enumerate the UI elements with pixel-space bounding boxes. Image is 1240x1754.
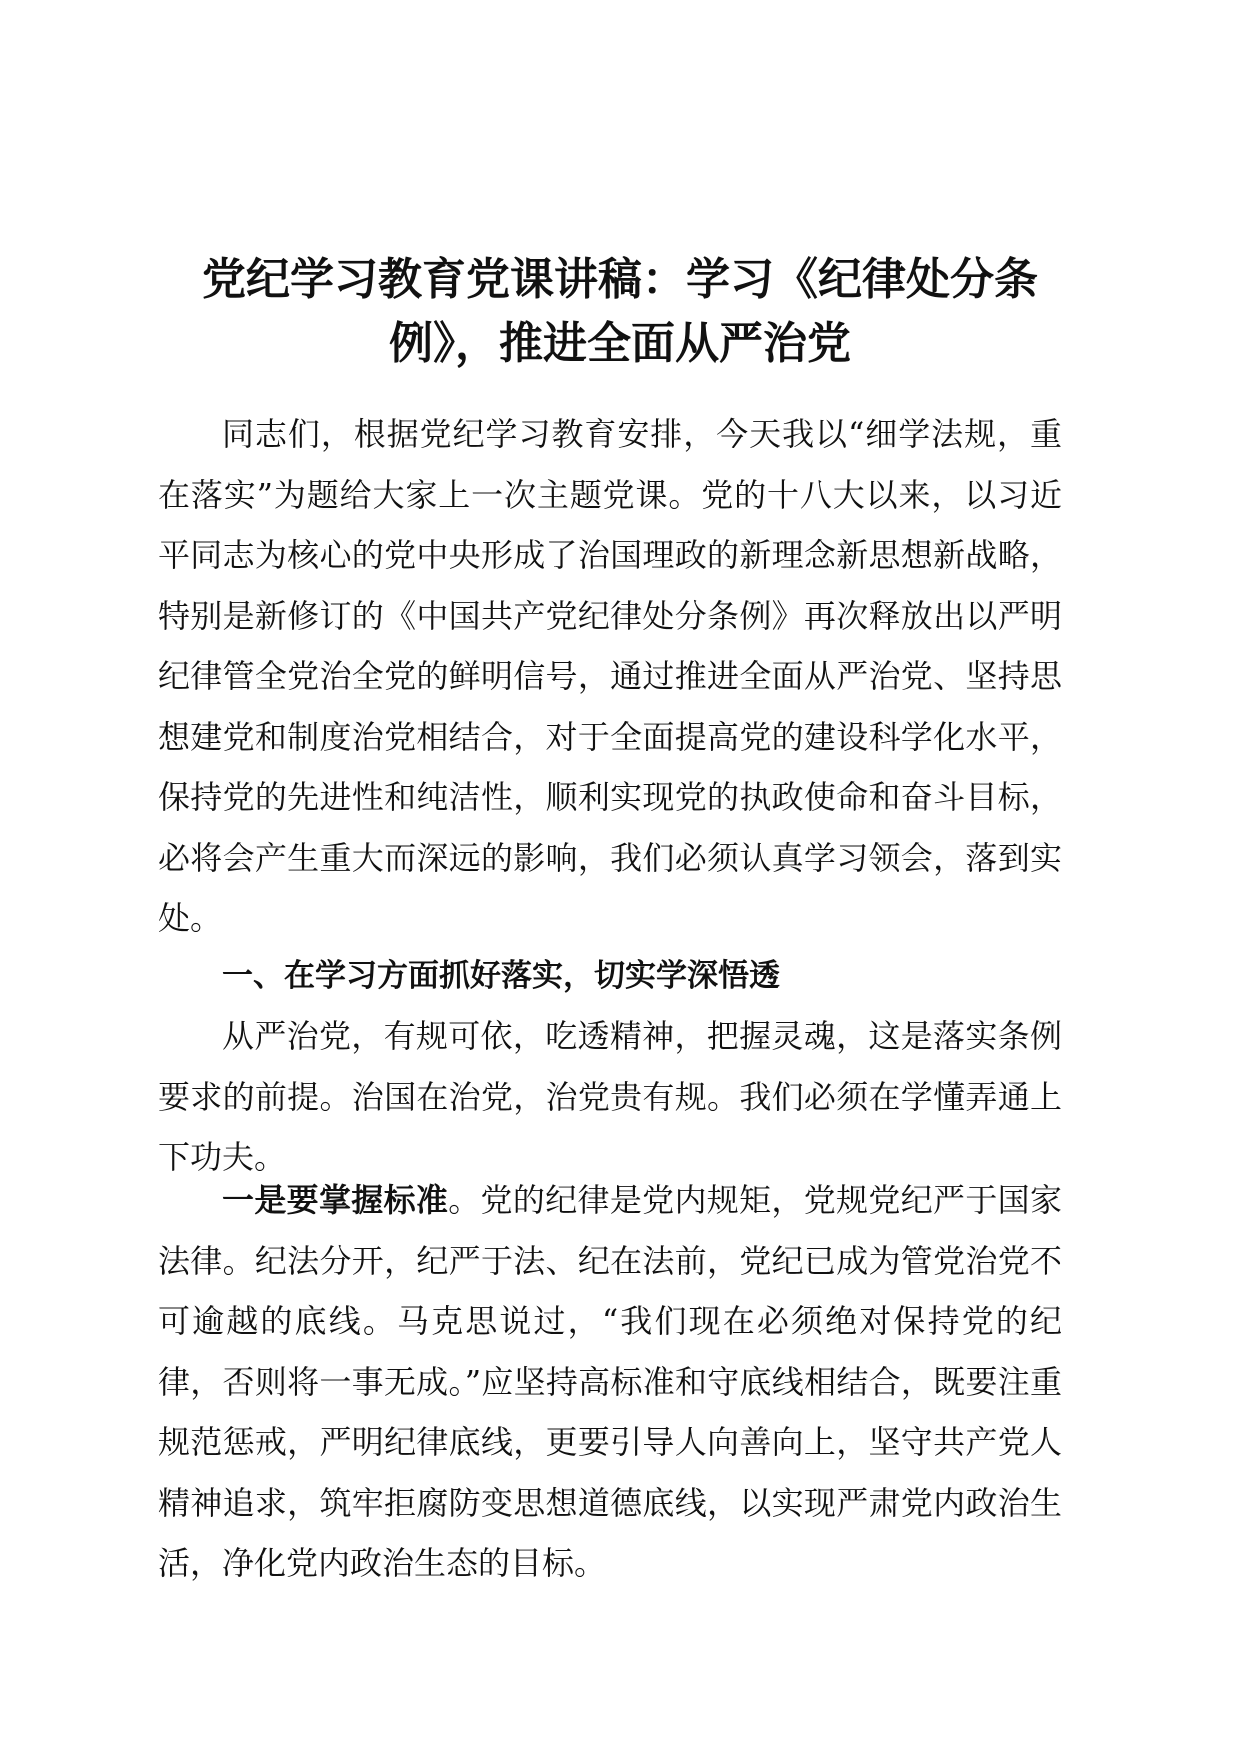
paragraph-body-text: 。党的纪律是党内规矩，党规党纪严于国家法律。纪法分开，纪严于法、纪在法前，党纪已成为管党治党不可逾越的底线。马克思说过，“我们现在必须绝对保持党的纪律，否则将一事无成。”应坚持高标准和守底线相结合，既要注重规范惩戒，严明纪律底线，更要引导人向善向上，坚守共产党人精神追求，筑牢拒腐防变思想道德底线，以实现严肃党内政治生活，净化党内政治生态的目标。 <box>158 1181 1062 1582</box>
title-line-2: 例》，推进全面从严治党 <box>389 318 851 369</box>
title-line-1: 党纪学习教育党课讲稿：学习《纪律处分条 <box>202 254 1038 305</box>
paragraph-lead-bold: 一是要掌握标准 <box>222 1181 449 1219</box>
section1-paragraph-2 <box>158 1170 1062 1594</box>
section-heading-1: 一、在学习方面抓好落实，切实学深悟透 <box>222 958 780 994</box>
section1-paragraph-1: 从严治党，有规可依，吃透精神，把握灵魂，这是落实条例要求的前提。治国在治党，治党贵有规。我们必须在学懂弄通上下功夫。 <box>158 1017 1062 1176</box>
intro-paragraph: 同志们，根据党纪学习教育安排，今天我以“细学法规，重在落实”为题给大家上一次主题党课。党的十八大以来，以习近平同志为核心的党中央形成了治国理政的新理念新思想新战略，特别是新修订的《中国共产党纪律处分条例》再次释放出以严明纪律管全党治全党的鲜明信号，通过推进全面从严治党、坚持思想建党和制度治党相结合，对于全面提高党的建设科学化水平，保持党的先进性和纯洁性，顺利实现党的执政使命和奋斗目标，必将会产生重大而深远的影响，我们必须认真学习领会，落到实处。 <box>158 415 1062 937</box>
page-title <box>150 248 1090 376</box>
